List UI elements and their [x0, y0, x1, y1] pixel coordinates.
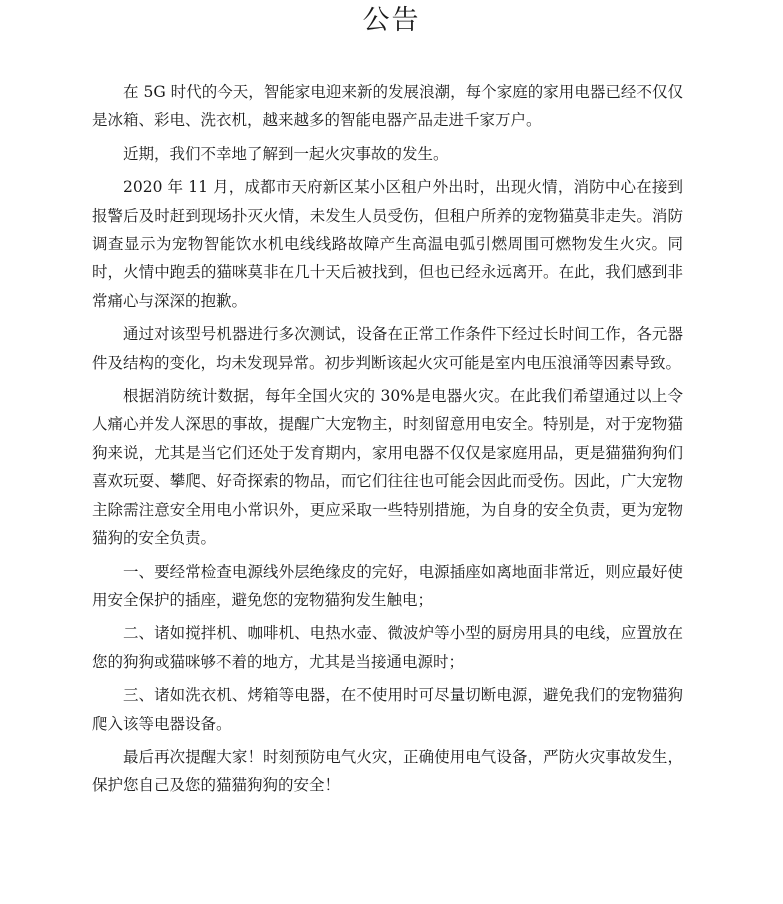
page-title: 公告 — [362, 5, 421, 36]
paragraph-testing-results: 通过对该型号机器进行多次测试，设备在正常工作条件下经过长时间工作，各元器件及结构的变化，均未发现异常。初步判断该起火灾可能是室内电压浪涌等因素导致。 — [92, 325, 683, 372]
paragraph-incident-notice: 近期，我们不幸地了解到一起火灾事故的发生。 — [123, 144, 449, 163]
paragraph-safety-statistics: 根据消防统计数据，每年全国火灾的 30%是电器火灾。在此我们希望通过以上令人痛心并发人深思的事故，提醒广大宠物主，时刻留意用电安全。特别是，对于宠物猫狗来说，尤其是当它们还处于发育期内，家用电器不仅仅是家庭用品，更是猫猫狗狗们喜欢玩耍、攀爬、好奇探索的物品，而它们往往也可能会因此而受伤。因此，广大宠物主除需注意安全用电小常识外，更应采取一些特别措施，为自身的安全负责，更为宠物猫狗的安全负责。 — [92, 387, 683, 548]
paragraph-closing-reminder: 最后再次提醒大家！时刻预防电气火灾，正确使用电气设备，严防火灾事故发生，保护您自己及您的猫猫狗狗的安全！ — [92, 747, 683, 795]
paragraph-tip-three: 三、诸如洗衣机、烤箱等电器，在不使用时可尽量切断电源，避免我们的宠物猫狗爬入该等电器设备。 — [92, 686, 683, 733]
paragraph-incident-details: 2020 年 11 月，成都市天府新区某小区租户外出时，出现火情，消防中心在接到报警后及时赶到现场扑灭火情，未发生人员受伤，但租户所养的宠物猫莫非走失。消防调查显示为宠物智能饮水机电线线路故障产生高温电弧引燃周围可燃物发生火灾。同时，火情中跑丢的猫咪莫非在几十天后被找到，但也已经永远离开。在此，我们感到非常痛心与深深的抱歉。 — [92, 178, 683, 310]
paragraph-tip-one: 一、要经常检查电源线外层绝缘皮的完好，电源插座如离地面非常近，则应最好使用安全保护的插座，避免您的宠物猫狗发生触电； — [92, 562, 683, 609]
announcement-body — [92, 78, 683, 800]
paragraph-intro: 在 5G 时代的今天，智能家电迎来新的发展浪潮，每个家庭的家用电器已经不仅仅是冰箱、彩电、洗衣机，越来越多的智能电器产品走进千家万户。 — [92, 83, 683, 130]
paragraph-tip-two: 二、诸如搅拌机、咖啡机、电热水壶、微波炉等小型的厨房用具的电线，应置放在您的狗狗或猫咪够不着的地方，尤其是当接通电源时； — [92, 624, 683, 671]
